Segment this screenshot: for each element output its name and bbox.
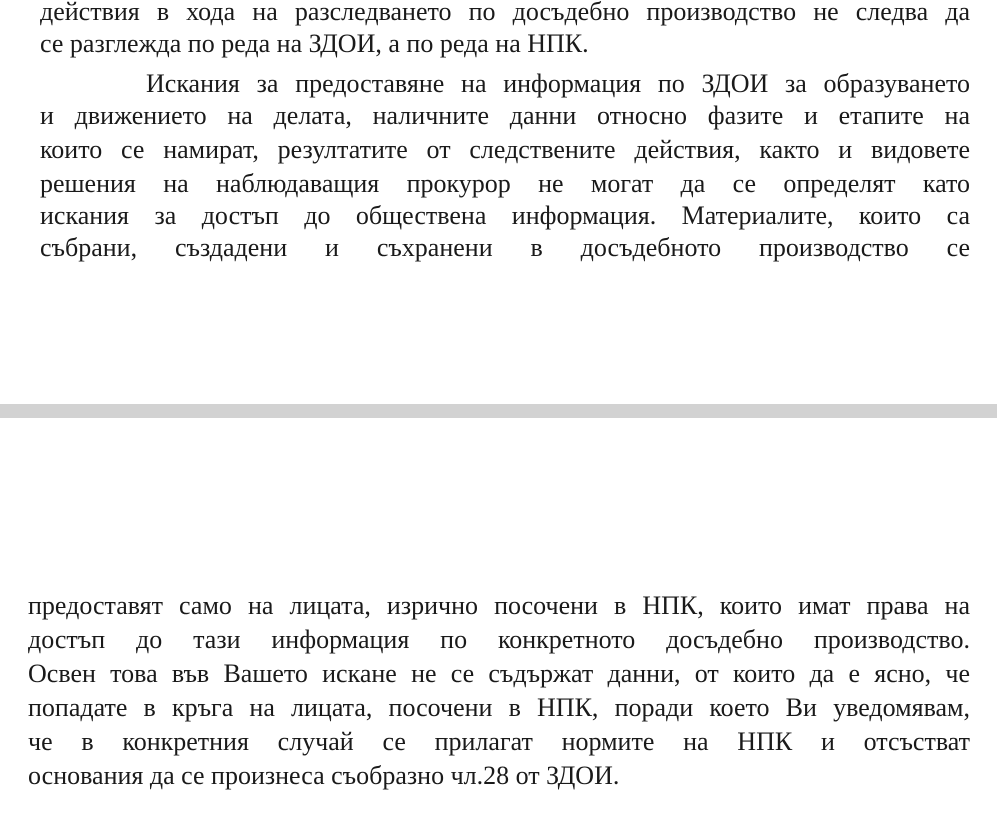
paragraph-line: достъп до тази информация по конкретното досъдебно производство. bbox=[28, 625, 970, 654]
paragraph-line: се разглежда по реда на ЗДОИ, а по реда на НПК. bbox=[40, 29, 589, 58]
paragraph-line: предоставят само на лицата, изрично посочени в НПК, които имат права на bbox=[28, 591, 970, 620]
paragraph-line: искания за достъп до обществена информация. Материалите, които са bbox=[40, 201, 970, 230]
paragraph-line: че в конкретния случай се прилагат нормите на НПК и отсъстват bbox=[28, 727, 970, 756]
paragraph-line: Освен това във Вашето искане не се съдържат данни, от които да е ясно, че bbox=[28, 659, 970, 688]
page-separator bbox=[0, 404, 997, 418]
paragraph-line: събрани, създадени и съхранени в досъдебното производство се bbox=[40, 233, 970, 262]
paragraph-line: основания да се произнеса съобразно чл.28 от ЗДОИ. bbox=[28, 761, 620, 790]
paragraph-line: действия в хода на разследването по досъдебно производство не следва да bbox=[40, 0, 970, 26]
document-page-bottom bbox=[0, 418, 997, 816]
paragraph-line: и движението на делата, наличните данни относно фазите и етапите на bbox=[40, 101, 970, 130]
paragraph-line: решения на наблюдаващия прокурор не могат да се определят като bbox=[40, 169, 970, 198]
document-page-top bbox=[0, 0, 997, 404]
paragraph-line: които се намират, резултатите от следствените действия, както и видовете bbox=[40, 135, 970, 164]
paragraph-line: попадате в кръга на лицата, посочени в НПК, поради което Ви уведомявам, bbox=[28, 693, 970, 722]
paragraph-line: Искания за предоставяне на информация по ЗДОИ за образуването bbox=[146, 69, 970, 98]
